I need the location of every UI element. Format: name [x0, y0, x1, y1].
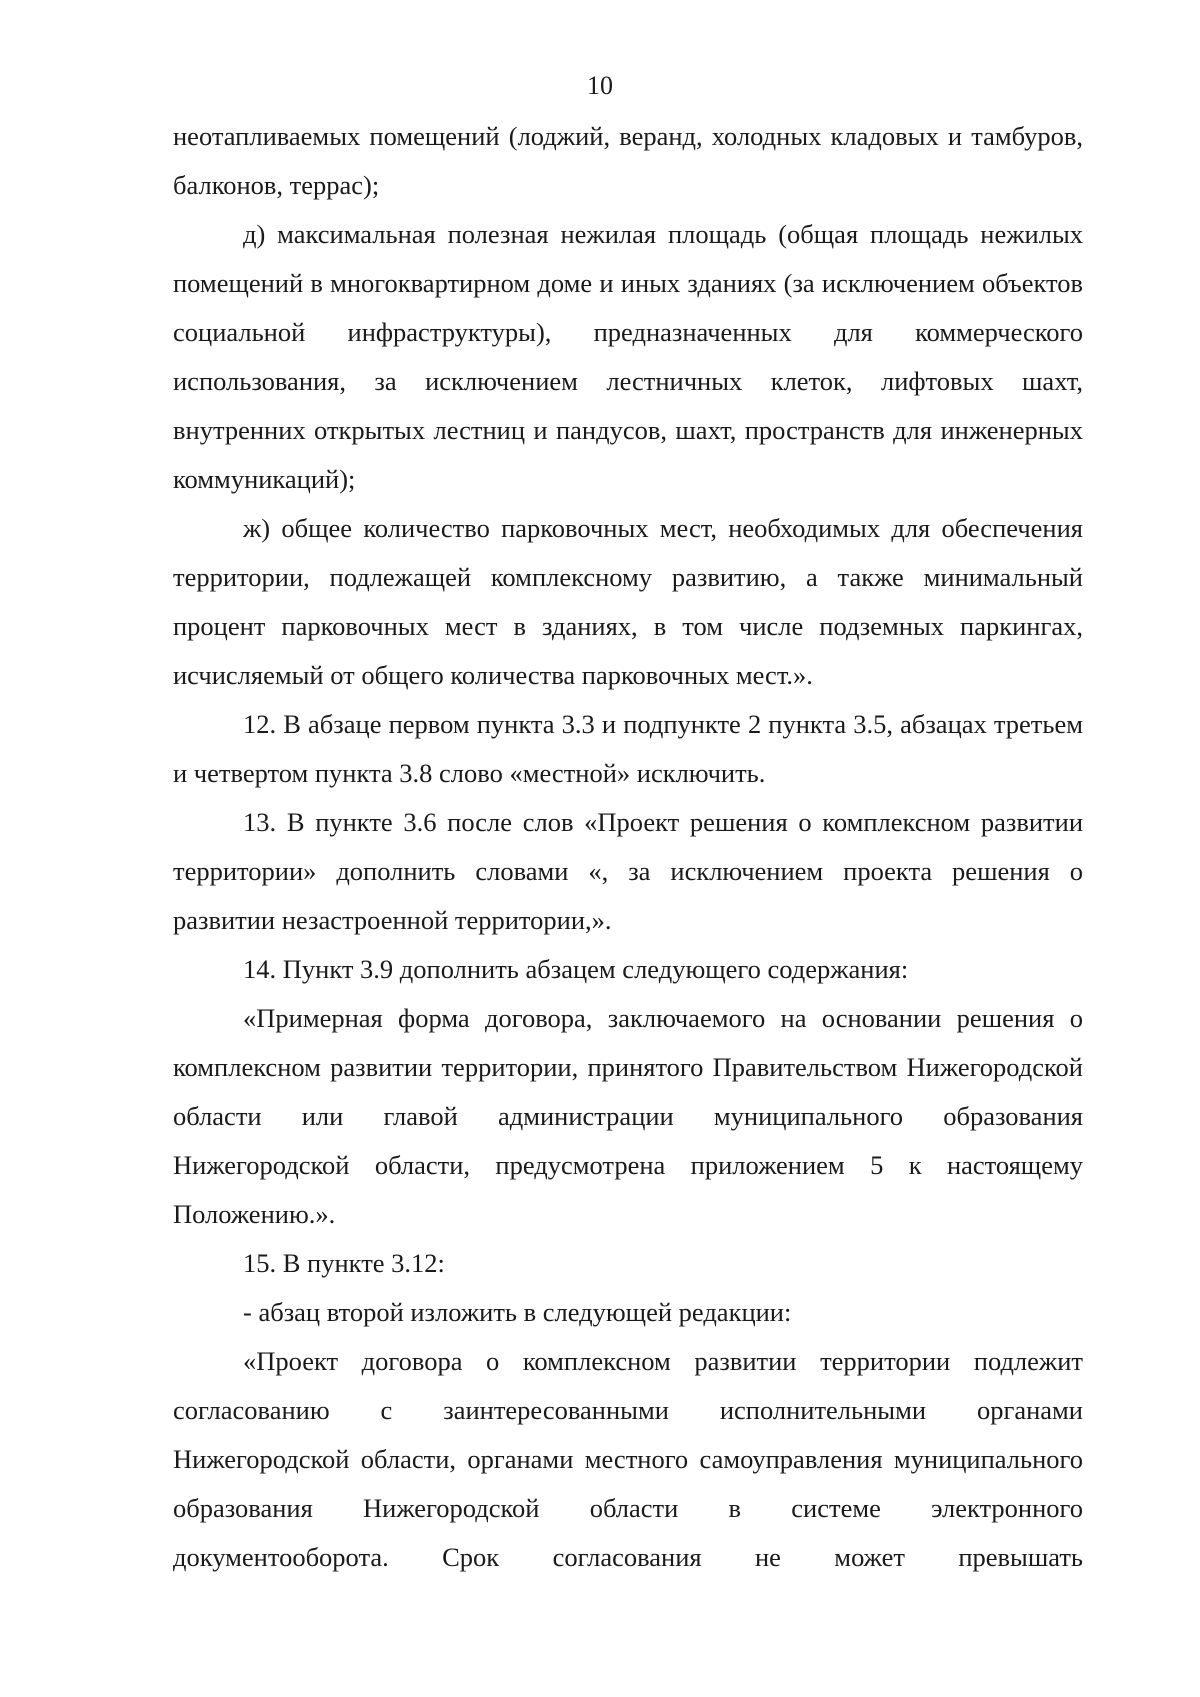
paragraph-clause-15-quote: «Проект договора о комплексном развитии территории подлежит согласованию с заинтересованными исполнительными органами Нижегородской области, органами местного самоуправления муниципального образования Нижегородской области в системе электронного документооборота. Срок согласования не может превышать	[173, 1346, 1083, 1572]
paragraph-continuation: неотапливаемых помещений (лоджий, веранд, холодных кладовых и тамбуров, балконов, террас);	[173, 121, 1083, 200]
page-number: 10	[587, 71, 613, 100]
paragraph-clause-13: 13. В пункте 3.6 после слов «Проект решения о комплексном развитии территории» дополнить словами «, за исключением проекта решения о развитии незастроенной территории,».	[173, 807, 1083, 935]
paragraph-clause-14-quote: «Примерная форма договора, заключаемого на основании решения о комплексном развитии территории, принятого Правительством Нижегородской области или главой администрации муниципального образования Нижегородской области, предусмотрена приложением 5 к настоящему Положению.».	[173, 1003, 1083, 1229]
paragraph-item-d: д) максимальная полезная нежилая площадь (общая площадь нежилых помещений в многоквартирном доме и иных зданиях (за исключением объектов социальной инфраструктуры), предназначенных для коммерческого использования, за исключением лестничных клеток, лифтовых шахт, внутренних открытых лестниц и пандусов, шахт, пространств для инженерных коммуникаций);	[173, 219, 1083, 494]
paragraph-clause-15-instruction: - абзац второй изложить в следующей редакции:	[243, 1297, 792, 1327]
paragraph-clause-14: 14. Пункт 3.9 дополнить абзацем следующего содержания:	[243, 954, 909, 984]
paragraph-clause-15: 15. В пункте 3.12:	[243, 1248, 445, 1278]
paragraph-clause-12: 12. В абзаце первом пункта 3.3 и подпункте 2 пункта 3.5, абзацах третьем и четвертом пункта 3.8 слово «местной» исключить.	[173, 709, 1083, 788]
paragraph-item-zh: ж) общее количество парковочных мест, необходимых для обеспечения территории, подлежащей комплексному развитию, а также минимальный процент парковочных мест в зданиях, в том числе подземных паркингах, исчисляемый от общего количества парковочных мест.».	[173, 513, 1083, 690]
document-body	[173, 112, 1083, 1582]
